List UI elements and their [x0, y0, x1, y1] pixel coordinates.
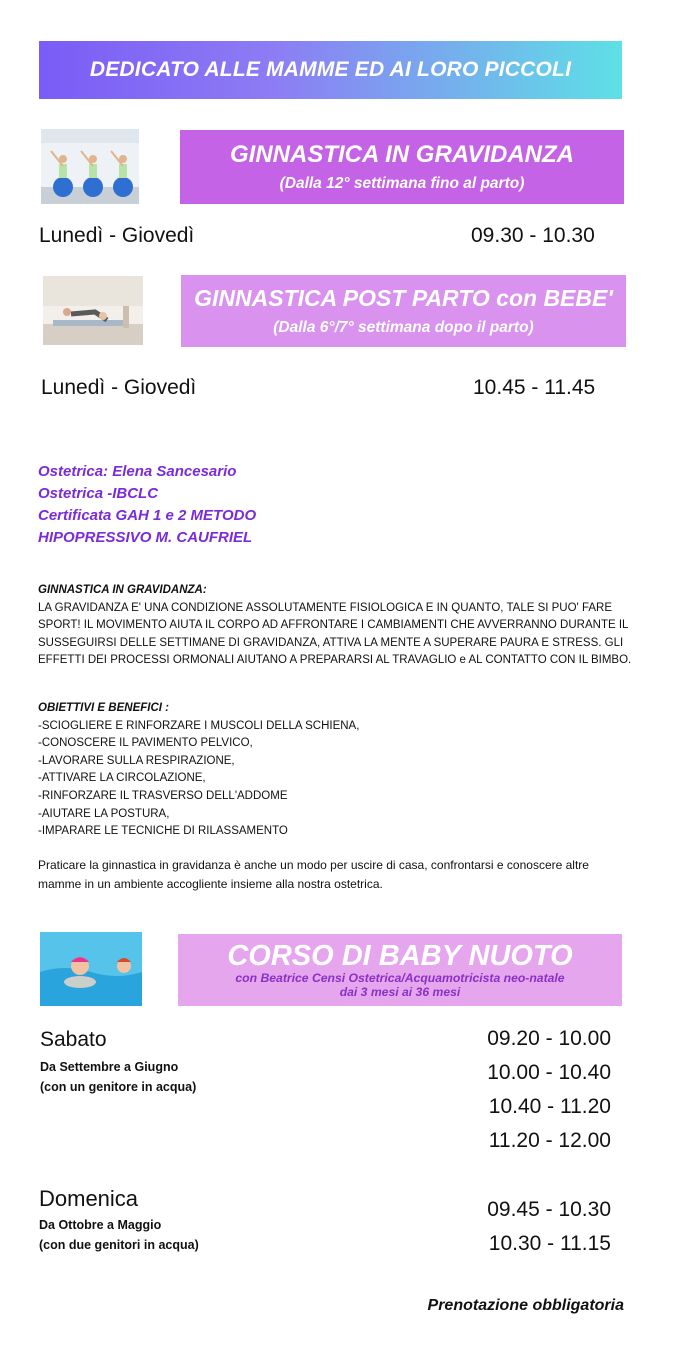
saturday-details — [40, 1057, 196, 1097]
time-slot: 09.45 - 10.30 — [487, 1198, 611, 1221]
time-slot: 09.20 - 10.00 — [487, 1027, 611, 1050]
midwife-certification: Certificata GAH 1 e 2 METODO — [38, 507, 257, 524]
info-heading: GINNASTICA IN GRAVIDANZA: — [38, 584, 207, 596]
time-slot: 10.30 - 11.15 — [488, 1232, 611, 1255]
postpartum-title: GINNASTICA POST PARTO con BEBE' — [194, 285, 613, 312]
baby-swim-age-range: dai 3 mesi ai 36 mesi — [339, 985, 461, 1000]
pregnancy-time: 09.30 - 10.30 — [471, 224, 595, 247]
postpartum-subtitle: (Dalla 6°/7° settimana dopo il parto) — [273, 318, 534, 336]
pregnancy-class-photo — [41, 129, 139, 204]
pregnancy-subtitle: (Dalla 12° settimana fino al parto) — [279, 175, 525, 193]
pregnancy-days: Lunedì - Giovedì — [39, 224, 195, 247]
saturday-times — [487, 1022, 611, 1158]
objective-item: -RINFORZARE IL TRASVERSO DELL'ADDOME — [38, 789, 288, 802]
objectives-heading: OBIETTIVI E BENEFICI : — [38, 702, 169, 714]
baby-swim-photo — [40, 932, 142, 1006]
sunday-note: (con due genitori in acqua) — [39, 1238, 199, 1252]
postpartum-title-box — [181, 275, 626, 347]
pregnancy-title-box — [180, 130, 624, 204]
midwife-method: HIPOPRESSIVO M. CAUFRIEL — [38, 529, 253, 546]
baby-swim-title: CORSO DI BABY NUOTO — [227, 939, 573, 972]
postpartum-class-photo — [43, 276, 143, 345]
baby-swim-instructor: con Beatrice Censi Ostetrica/Acquamotricista neo-natale — [235, 971, 565, 986]
postpartum-time: 10.45 - 11.45 — [473, 376, 596, 399]
objective-item: -IMPARARE LE TECNICHE DI RILASSAMENTO — [38, 825, 288, 838]
sunday-details — [39, 1215, 199, 1255]
pregnancy-title: GINNASTICA IN GRAVIDANZA — [230, 140, 574, 168]
sunday-period: Da Ottobre a Maggio — [39, 1218, 162, 1232]
postpartum-days: Lunedì - Giovedì — [41, 376, 197, 399]
baby-swim-title-box — [178, 934, 622, 1006]
objective-item: -ATTIVARE LA CIRCOLAZIONE, — [38, 772, 206, 785]
saturday-period: Da Settembre a Giugno — [40, 1060, 179, 1074]
sunday-times — [487, 1193, 611, 1261]
time-slot: 11.20 - 12.00 — [488, 1129, 611, 1152]
objective-item: -AIUTARE LA POSTURA, — [38, 807, 170, 820]
info-body: LA GRAVIDANZA E' UNA CONDIZIONE ASSOLUTAMENTE FISIOLOGICA E IN QUANTO, TALE SI PUO' FARE SPORT! IL MOVIMENTO AIUTA IL CORPO AD AFFRONTARE I CAMBIAMENTI CHE AVVERRANNO DURANTE IL SUSSEGUIRSI DELLE SETTIMANE DI GRAVIDANZA, ATTIVA LA MENTE A SUPERARE PAURA E STRESS. GLI EFFETTI DEI PROCESSI ORMONALI AIUTANO A PREPARARSI AL TRAVAGLIO e AL CONTATTO CON IL BIMBO. — [38, 601, 632, 667]
booking-notice: Prenotazione obbligatoria — [427, 1297, 624, 1314]
midwife-name: Ostetrica: Elena Sancesario — [38, 463, 237, 480]
time-slot: 10.00 - 10.40 — [487, 1061, 611, 1084]
midwife-role: Ostetrica -IBCLC — [38, 485, 159, 502]
pregnancy-info — [38, 582, 638, 670]
objective-item: -SCIOGLIERE E RINFORZARE I MUSCOLI DELLA SCHIENA, — [38, 719, 360, 732]
time-slot: 10.40 - 11.20 — [488, 1095, 611, 1118]
saturday-note: (con un genitore in acqua) — [40, 1080, 197, 1094]
header-banner — [39, 41, 622, 99]
objective-item: -CONOSCERE IL PAVIMENTO PELVICO, — [38, 737, 253, 750]
saturday-label: Sabato — [40, 1028, 107, 1051]
sunday-label: Domenica — [39, 1186, 139, 1211]
objectives-list — [38, 700, 638, 841]
banner-title: DEDICATO ALLE MAMME ED AI LORO PICCOLI — [89, 58, 572, 81]
closing-paragraph: Praticare la ginnastica in gravidanza è anche un modo per uscire di casa, confrontarsi e conoscere altre mamme in un ambiente accogliente insieme alla nostra ostetrica. — [38, 858, 589, 891]
midwife-credentials — [38, 461, 256, 549]
objective-item: -LAVORARE SULLA RESPIRAZIONE, — [38, 754, 235, 767]
